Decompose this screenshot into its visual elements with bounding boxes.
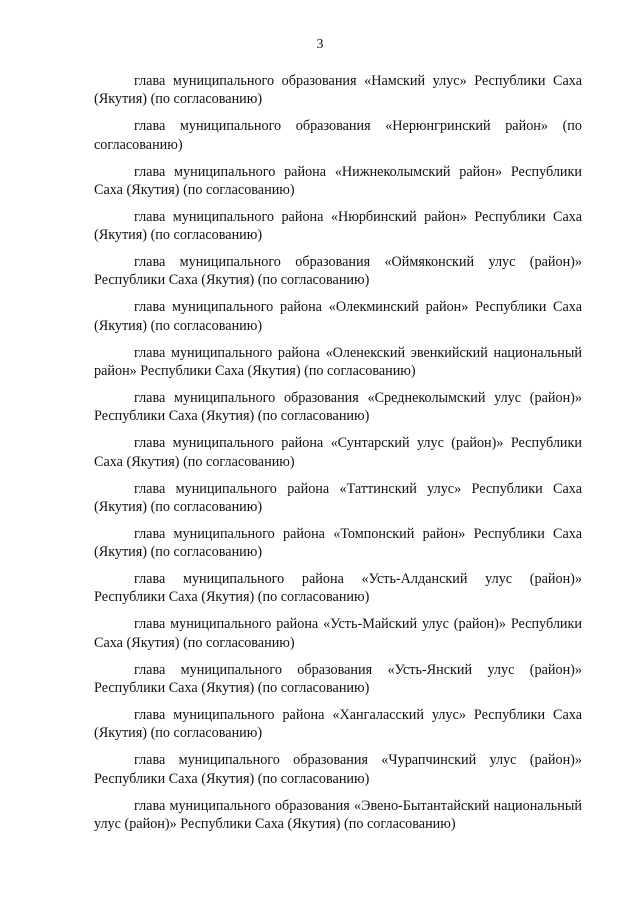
list-item: глава муниципального образования «Среднеколымский улус (район)» Республики Саха (Якутия) (по согласованию) — [94, 389, 582, 425]
list-item: глава муниципального района «Томпонский район» Республики Саха (Якутия) (по согласованию) — [94, 525, 582, 561]
list-item: глава муниципального образования «Эвено-Бытантайский национальный улус (район)» Республики Саха (Якутия) (по согласованию) — [94, 797, 582, 832]
list-item: глава муниципального района «Усть-Алданский улус (район)» Республики Саха (Якутия) (по согласованию) — [94, 571, 582, 606]
list-item: глава муниципального образования «Оймяконский улус (район)» Республики Саха (Якутия) (по согласованию) — [94, 254, 582, 289]
entry-list — [94, 72, 582, 842]
list-item: глава муниципального района «Таттинский улус» Республики Саха (Якутия) (по согласованию) — [94, 480, 582, 515]
list-item: глава муниципального образования «Усть-Янский улус (район)» Республики Саха (Якутия) (по согласованию) — [94, 661, 582, 696]
list-item: глава муниципального образования «Намский улус» Республики Саха (Якутия) (по согласованию) — [94, 73, 582, 108]
list-item: глава муниципального района «Нюрбинский район» Республики Саха (Якутия) (по согласованию) — [94, 208, 582, 244]
list-item: глава муниципального района «Оленекский эвенкийский национальный район» Республики Саха (Якутия) (по согласованию) — [94, 344, 582, 379]
list-item: глава муниципального района «Нижнеколымский район» Республики Саха (Якутия) (по согласованию) — [94, 163, 582, 198]
list-item: глава муниципального образования «Чурапчинский улус (район)» Республики Саха (Якутия) (по согласованию) — [94, 752, 582, 787]
list-item: глава муниципального района «Сунтарский улус (район)» Республики Саха (Якутия) (по согласованию) — [94, 435, 582, 470]
list-item: глава муниципального района «Усть-Майский улус (район)» Республики Саха (Якутия) (по согласованию) — [94, 616, 582, 651]
list-item: глава муниципального района «Олекминский район» Республики Саха (Якутия) (по согласованию) — [94, 299, 582, 334]
list-item: глава муниципального образования «Нерюнгринский район» (по согласованию) — [94, 118, 582, 153]
page-number: 3 — [316, 37, 324, 52]
list-item: глава муниципального района «Хангаласский улус» Республики Саха (Якутия) (по согласованию) — [94, 706, 582, 742]
